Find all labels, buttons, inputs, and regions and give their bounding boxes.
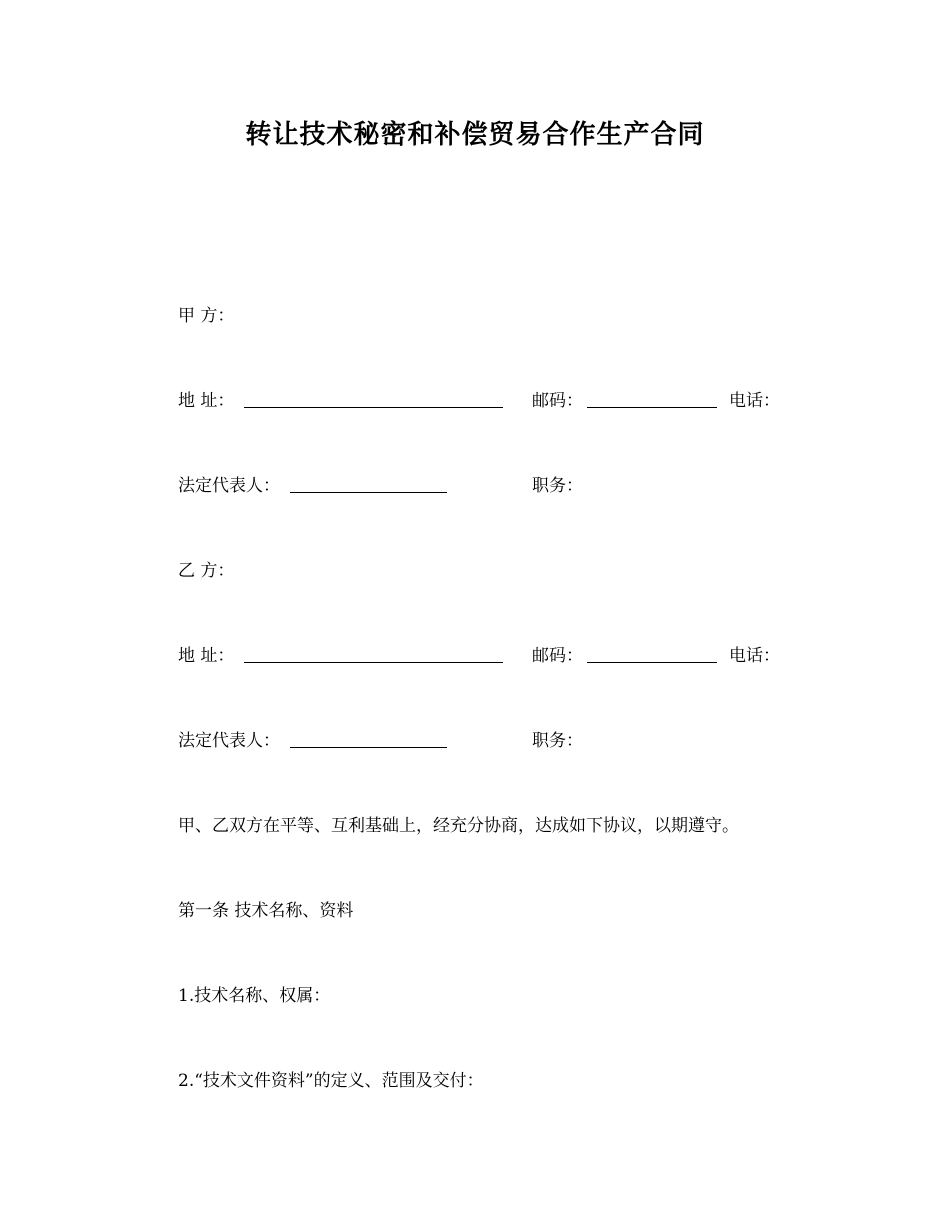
party-b-legal-rep-label: 法定代表人： bbox=[178, 731, 280, 751]
article-1-heading: 第一条 技术名称、资料 bbox=[178, 901, 354, 921]
party-a-label: 甲 方： bbox=[178, 306, 235, 326]
party-b-label: 乙 方： bbox=[178, 561, 235, 581]
party-a-postcode-label: 邮码： bbox=[532, 391, 583, 411]
party-b-phone-label: 电话： bbox=[729, 646, 780, 666]
party-a-legal-rep-field[interactable] bbox=[290, 492, 447, 493]
party-a-phone-label: 电话： bbox=[729, 391, 780, 411]
article-1-item-1: 1.技术名称、权属： bbox=[178, 986, 331, 1006]
document-title: 转让技术秘密和补偿贸易合作生产合同 bbox=[245, 120, 705, 150]
party-b-address-label: 地 址： bbox=[178, 646, 235, 666]
party-a-position-label: 职务： bbox=[532, 476, 583, 496]
party-a-postcode-field[interactable] bbox=[587, 407, 717, 408]
party-b-legal-rep-field[interactable] bbox=[290, 747, 447, 748]
party-b-position-label: 职务： bbox=[532, 731, 583, 751]
party-b-address-field[interactable] bbox=[244, 662, 503, 663]
article-1-item-2: 2.“技术文件资料”的定义、范围及交付： bbox=[178, 1071, 484, 1091]
party-b-postcode-field[interactable] bbox=[587, 662, 717, 663]
party-a-legal-rep-label: 法定代表人： bbox=[178, 476, 280, 496]
party-a-address-label: 地 址： bbox=[178, 391, 235, 411]
party-a-address-field[interactable] bbox=[244, 407, 503, 408]
preamble-paragraph: 甲、乙双方在平等、互利基础上，经充分协商，达成如下协议，以期遵守。 bbox=[178, 816, 739, 836]
party-b-postcode-label: 邮码： bbox=[532, 646, 583, 666]
